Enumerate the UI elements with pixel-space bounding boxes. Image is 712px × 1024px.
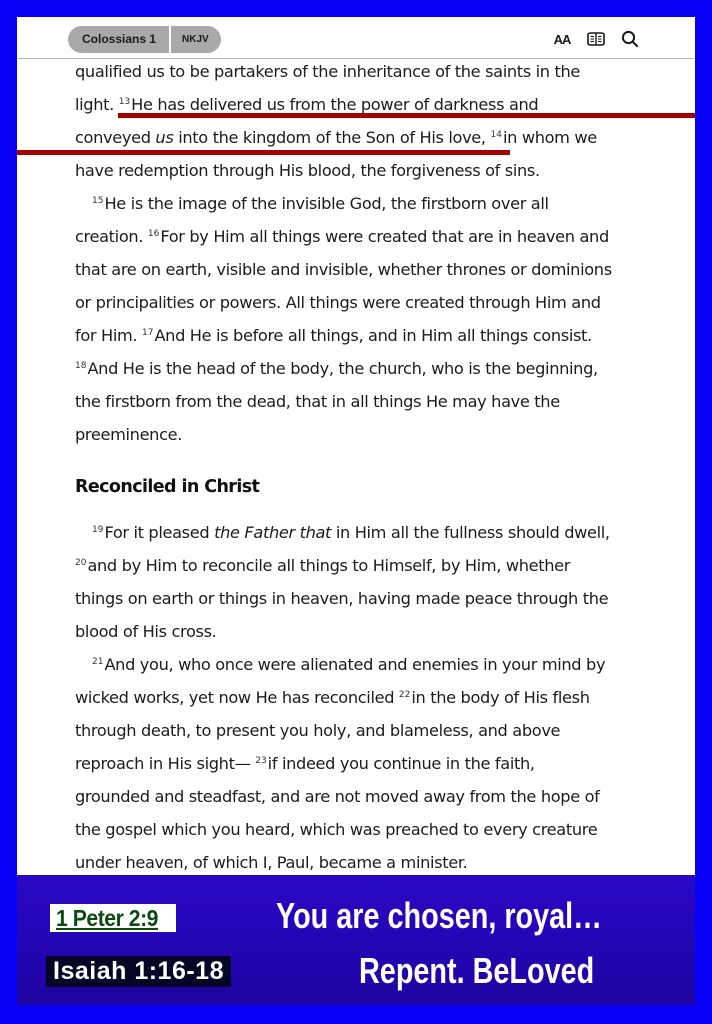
verse-number[interactable]: 14 bbox=[490, 130, 502, 140]
search-icon[interactable] bbox=[620, 29, 640, 49]
scripture-reference-2 bbox=[46, 956, 231, 987]
verse-line: wicked works, yet now He has reconciled $^{22}$in the body of His flesh bbox=[75, 688, 590, 707]
verse-line: the gospel which you heard, which was preached to every creature bbox=[75, 820, 598, 839]
bible-reader-page bbox=[17, 17, 695, 875]
verse-line: light. $^{13}$He has delivered us from the power of darkness and bbox=[75, 95, 539, 114]
verse-line: or principalities or powers. All things were created through Him and bbox=[75, 293, 601, 312]
scripture-label-2: Isaiah 1:16-18 bbox=[53, 957, 224, 985]
text-size-icon[interactable] bbox=[551, 29, 573, 49]
banner-caption-2: Repent. BeLoved bbox=[359, 950, 595, 991]
text-size-label: AA bbox=[553, 31, 571, 47]
verse-line: qualified us to be partakers of the inheritance of the saints in the bbox=[75, 62, 581, 81]
highlight-underline bbox=[17, 150, 510, 155]
verse-number[interactable]: 19 bbox=[92, 525, 104, 535]
verse-line: have redemption through His blood, the forgiveness of sins. bbox=[75, 161, 540, 180]
verse-number[interactable]: 17 bbox=[141, 328, 154, 338]
verse-line: $^{19}$For it pleased the Father that in Him all the fullness should dwell, bbox=[92, 523, 610, 542]
verse-number[interactable]: 21 bbox=[92, 657, 104, 667]
reader-toolbar bbox=[17, 17, 695, 59]
passage-selector bbox=[68, 26, 221, 53]
verse-line: for Him. $^{17}$And He is before all things, and in Him all things consist. bbox=[75, 326, 592, 345]
verse-line: the firstborn from the dead, that in all things He may have the bbox=[75, 392, 560, 411]
scripture-link-1[interactable]: 1 Peter 2:9 bbox=[56, 904, 158, 931]
verse-line: $^{20}$and by Him to reconcile all things to Himself, by Him, whether bbox=[75, 556, 571, 575]
version-button[interactable]: NKJV bbox=[182, 34, 209, 45]
verse-line: preeminence. bbox=[75, 425, 183, 444]
verse-number[interactable]: 20 bbox=[75, 558, 87, 568]
verse-line: $^{18}$And He is the head of the body, the church, who is the beginning, bbox=[75, 359, 598, 378]
verse-number[interactable]: 18 bbox=[75, 361, 87, 371]
verse-line: $^{21}$And you, who once were alienated and enemies in your mind by bbox=[92, 655, 606, 674]
verse-number[interactable]: 15 bbox=[92, 196, 104, 206]
verse-line: reproach in His sight— $^{23}$if indeed you continue in the faith, bbox=[75, 754, 535, 773]
verse-line: things on earth or things in heaven, having made peace through the bbox=[75, 589, 609, 608]
highlighted-verse-text[interactable]: conveyed bbox=[75, 128, 156, 147]
verse-line: that are on earth, visible and invisible, whether thrones or dominions bbox=[75, 260, 612, 279]
highlighted-verse-text[interactable]: He has delivered us from the power of darkness and bbox=[131, 95, 539, 114]
verse-number[interactable]: 16 bbox=[147, 229, 160, 239]
verse-line: conveyed us into the kingdom of the Son of His love, $^{14}$in whom we bbox=[75, 128, 597, 147]
verse-number[interactable]: 23 bbox=[255, 756, 267, 766]
banner-caption-1: You are chosen, royal… bbox=[276, 895, 602, 936]
verse-number[interactable]: 22 bbox=[398, 690, 411, 700]
verse-line: $^{15}$He is the image of the invisible God, the firstborn over all bbox=[92, 194, 549, 213]
book-chapter-button[interactable]: Colossians 1 bbox=[82, 32, 157, 46]
overlay-banner bbox=[17, 875, 695, 1005]
highlighted-verse-text[interactable]: into the kingdom of the Son of His love, bbox=[173, 128, 491, 147]
scripture-reference-1 bbox=[50, 904, 176, 932]
verse-line: grounded and steadfast, and are not moved away from the hope of bbox=[75, 787, 600, 806]
parallel-view-icon[interactable] bbox=[586, 29, 606, 49]
verse-line: through death, to present you holy, and blameless, and above bbox=[75, 721, 561, 740]
verse-number[interactable]: 13 bbox=[118, 97, 131, 107]
verse-line: blood of His cross. bbox=[75, 622, 217, 641]
section-heading: Reconciled in Christ bbox=[75, 477, 260, 497]
verse-line: under heaven, of which I, Paul, became a minister. bbox=[75, 853, 468, 872]
verse-line: creation. $^{16}$For by Him all things were created that are in heaven and bbox=[75, 227, 609, 246]
